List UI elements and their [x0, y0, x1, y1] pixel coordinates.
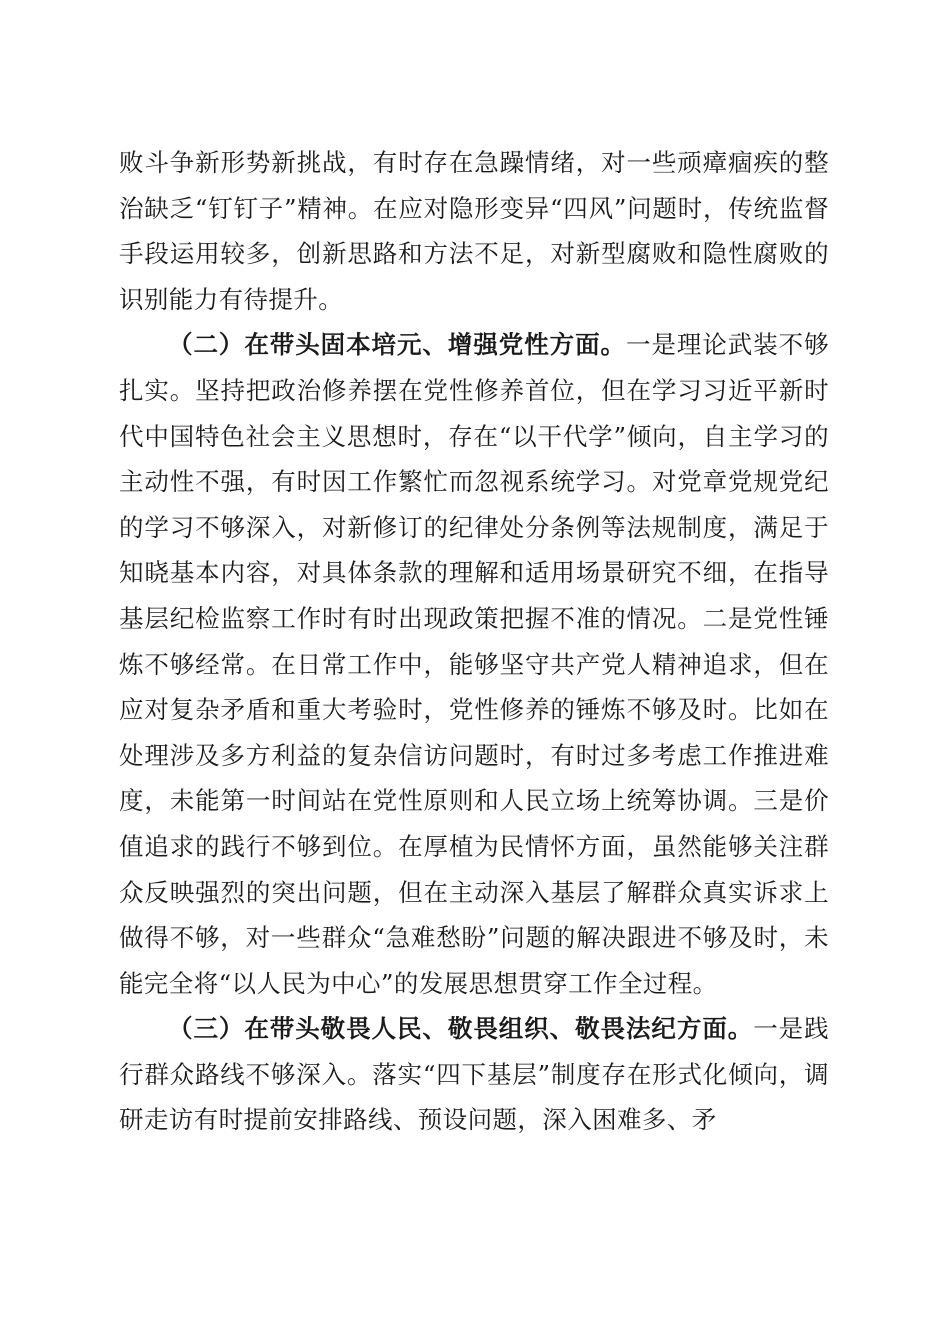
section-2-paragraph [119, 322, 829, 1006]
paragraph-continuation: 败斗争新形势新挑战，有时存在急躁情绪，对一些顽瘴痼疾的整治缺乏“钉钉子”精神。在应对隐形变异“四风”问题时，传统监督手段运用较多，创新思路和方法不足，对新型腐败和隐性腐败的识别能力有待提升。 [119, 148, 829, 314]
section-3-body: 一是践行群众路线不够深入。落实“四下基层”制度存在形式化倾向，调研走访有时提前安排路线、预设问题，深入困难多、矛 [119, 1014, 830, 1135]
section-2-body: 一是理论武装不够扎实。坚持把政治修养摆在党性修养首位，但在学习习近平新时代中国特色社会主义思想时，存在“以干代学”倾向，自主学习的主动性不强，有时因工作繁忙而忽视系统学习。对党章党规党纪的学习不够深入，对新修订的纪律处分条例等法规制度，满足于知晓基本内容，对具体条款的理解和适用场景研究不细，在指导基层纪检监察工作时有时出现政策把握不准的情况。二是党性锤炼不够经常。在日常工作中，能够坚守共产党人精神追求，但在应对复杂矛盾和重大考验时，党性修养的锤炼不够及时。比如在处理涉及多方利益的复杂信访问题时，有时过多考虑工作推进难度，未能第一时间站在党性原则和人民立场上统筹协调。三是价值追求的践行不够到位。在厚植为民情怀方面，虽然能够关注群众反映强烈的突出问题，但在主动深入基层了解群众真实诉求上做得不够，对一些群众“急难愁盼”问题的解决跟进不够及时，未能完全将“以人民为中心”的发展思想贯穿工作全过程。 [119, 330, 830, 998]
document-body [119, 140, 829, 1143]
section-2-heading: （二）在带头固本培元、增强党性方面。 [168, 330, 626, 360]
section-3-heading: （三）在带头敬畏人民、敬畏组织、敬畏法纪方面。 [168, 1014, 754, 1044]
section-3-paragraph [119, 1006, 829, 1143]
